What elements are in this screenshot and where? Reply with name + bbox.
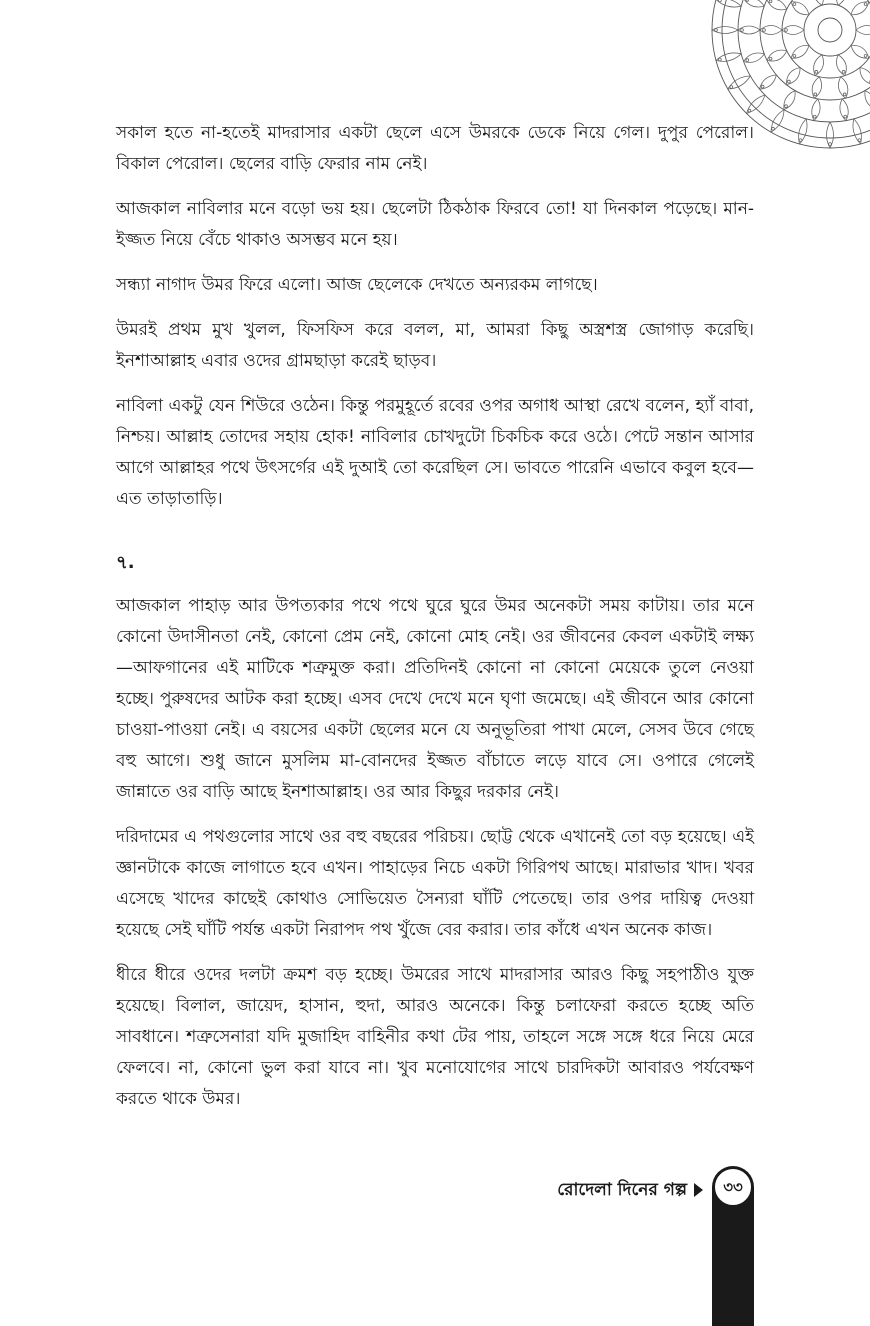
section-number: ৭. [116,549,754,577]
mandala-petal [738,26,760,34]
mandala-petal [784,91,795,110]
mandala-petal [856,26,870,35]
mandala-petal [760,26,782,35]
mandala-dot [813,115,816,118]
paragraph: উমরই প্রথম মুখ খুলল, ফিসফিস করে বলল, মা, আমরা কিছু অস্ত্রশস্ত্র জোগাড় করেছি। ইনশাআল্লাহ এবার ওদের গ্রামছাড়া করেই ছাড়ব। [116,315,754,377]
paragraph: আজকাল নাবিলার মনে বড়ো ভয় হয়। ছেলেটা ঠিকঠাক ফিরবে তো! যা দিনকাল পড়েছে। মান-ইজ্জত নিয়ে বেঁচে থাকাও অসম্ভব মনে হয়। [116,194,754,256]
mandala-dot [864,3,867,6]
mandala-dot [761,85,764,88]
mandala-petal [771,110,784,133]
mandala-dot [843,93,846,96]
mandala-dot [829,143,832,146]
mandala-dot [718,0,721,2]
mandala-dot [793,54,796,57]
paragraph: সকাল হতে না-হতেই মাদরাসার একটা ছেলে এসে উমরকে ডেকে নিয়ে গেল। দুপুর পেরোল। বিকাল পেরোল। ছেলের বাড়ি ফেরার নাম নেই। [116,118,754,180]
mandala-dot [763,29,766,32]
mandala-dot [815,70,818,73]
mandala-dot [785,29,788,32]
mandala-dot [858,139,861,142]
mandala-dot [772,127,775,130]
paragraph: ধীরে ধীরে ওদের দলটা ক্রমশ বড় হচ্ছে। উমরের সাথে মাদরাসার আরও কিছু সহপাঠীও যুক্ত হয়েছে। বিলাল, জায়েদ, হাসান, হুদা, আরও অনেকে। কিন্তু চলাফেরা করতে হচ্ছে অতি সাবধানে। শত্রুসেনারা যদি মুজাহিদ বাহিনীর কথা টের পায়, তাহলে সঙ্গে সঙ্গে ধরে নিয়ে মেরে ফেলবে। না, কোনো ভুল করা যাবে না। খুব মনোযোগের সাথে চারদিকটা আবারও পর্যবেক্ষণ করতে থাকে উমর। [116,960,754,1115]
mandala-dot [748,109,751,112]
mandala-dot [787,80,790,83]
mandala-dot [746,0,749,1]
arrow-right-icon [694,1183,703,1197]
mandala-petal [853,119,861,144]
paragraph: দরিদামের এ পথগুলোর সাথে ওর বহু বছরের পরিচয়। ছোট্ট থেকে এখানেই তো বড় হয়েছে। এই জ্ঞানটাকে কাজে লাগাতে হবে এখন। পাহাড়ের নিচে একটা গিরিপথ আছে। মারাভার খাদ। খবর এসেছে খাদের কাছেই কোথাও সোভিয়েত সৈন্যরা ঘাঁটি পেতেছে। তার ওপর দায়িত্ব দেওয়া হয়েছে সেই ঘাঁটি পর্যন্ত একটা নিরাপদ পথ খুঁজে বের করার। তার কাঁধে এখন অনেক কাজ। [116,822,754,946]
mandala-dot [718,58,721,61]
mandala-dot [730,86,733,89]
mandala-petal [786,68,800,85]
mandala-dot [715,29,718,32]
paragraph: সন্ধ্যা নাগাদ উমর ফিরে এলো। আজ ছেলেকে দেখতে অন্যরকম লাগছে। [116,270,754,301]
mandala-dot [864,54,867,57]
mandala-dot [769,57,772,60]
mandala-dot [746,59,749,62]
mandala-dot [785,105,788,108]
mandala-petal [814,0,824,5]
mandala-petal [716,53,741,61]
page-number: ৩৩ [713,1167,753,1207]
mandala-dot [793,3,796,6]
paragraph: আজকাল পাহাড় আর উপত্যকার পথে পথে ঘুরে ঘুরে উমর অনেকটা সময় কাটায়। তার মনে কোনো উদাসীনতা নেই, কোনো প্রেম নেই, কোনো মোহ নেই। ওর জীবনের কেবল একটাই লক্ষ্য—আফগানের এই মাটিকে শত্রুমুক্ত করা। প্রতিদিনই কোনো না কোনো মেয়েকে তুলে নেওয়া হচ্ছে। পুরুষদের আটক করা হচ্ছে। এসব দেখে দেখে মনে ঘৃণা জমেছে। এই জীবনে আর কোনো চাওয়া-পাওয়া নেই। এ বয়সের একটা ছেলের মনে যে অনুভূতিরা পাখা মেলে, সেসব উবে গেছে বহু আগে। শুধু জানে মুসলিম মা-বোনদের ইজ্জত বাঁচাতে লড়ে যাবে সে। ওপারে গেলেই জান্নাতে ওর বাড়ি আছে ইনশাআল্লাহ। ওর আর কিছুর দরকার নেই। [116,591,754,808]
mandala-petal [799,119,807,144]
mandala-petal [791,2,809,15]
mandala-petal [747,95,765,113]
mandala-petal [782,26,804,35]
mandala-petal [860,68,870,85]
mandala-dot [844,115,847,118]
mandala-dot [842,70,845,73]
mandala-petal [865,91,870,110]
book-title: রোদেলা দিনের গল্প [557,1178,687,1202]
mandala-petal [712,27,738,34]
mandala-petal [716,0,741,7]
mandala-petal [851,45,869,58]
mandala-petal [728,76,751,89]
mandala-dot [769,0,772,3]
mandala-dot [814,93,817,96]
page-body [116,118,754,1129]
mandala-petal [767,0,787,10]
mandala-petal [836,0,846,5]
mandala-petal [760,75,777,89]
mandala-petal [791,45,809,58]
mandala-dot [799,139,802,142]
paragraph: নাবিলা একটু যেন শিউরে ওঠেন। কিন্তু পরমুহূর্তে রবের ওপর অগাধ আস্থা রেখে বলেন, হ্যাঁ বাবা, নিশ্চয়। আল্লাহ তোদের সহায় হোক! নাবিলার চোখদুটো চিকচিক করে ওঠে। পেটে সন্তান আসার আগে আল্লাহর পথে উৎসর্গের এই দুআই তো করেছিল সে। ভাবতে পারেনি এভাবে কবুল হবে—এত তাড়াতাড়ি। [116,391,754,515]
mandala-petal [827,122,834,148]
mandala-petal [851,2,869,15]
mandala-dot [741,29,744,32]
